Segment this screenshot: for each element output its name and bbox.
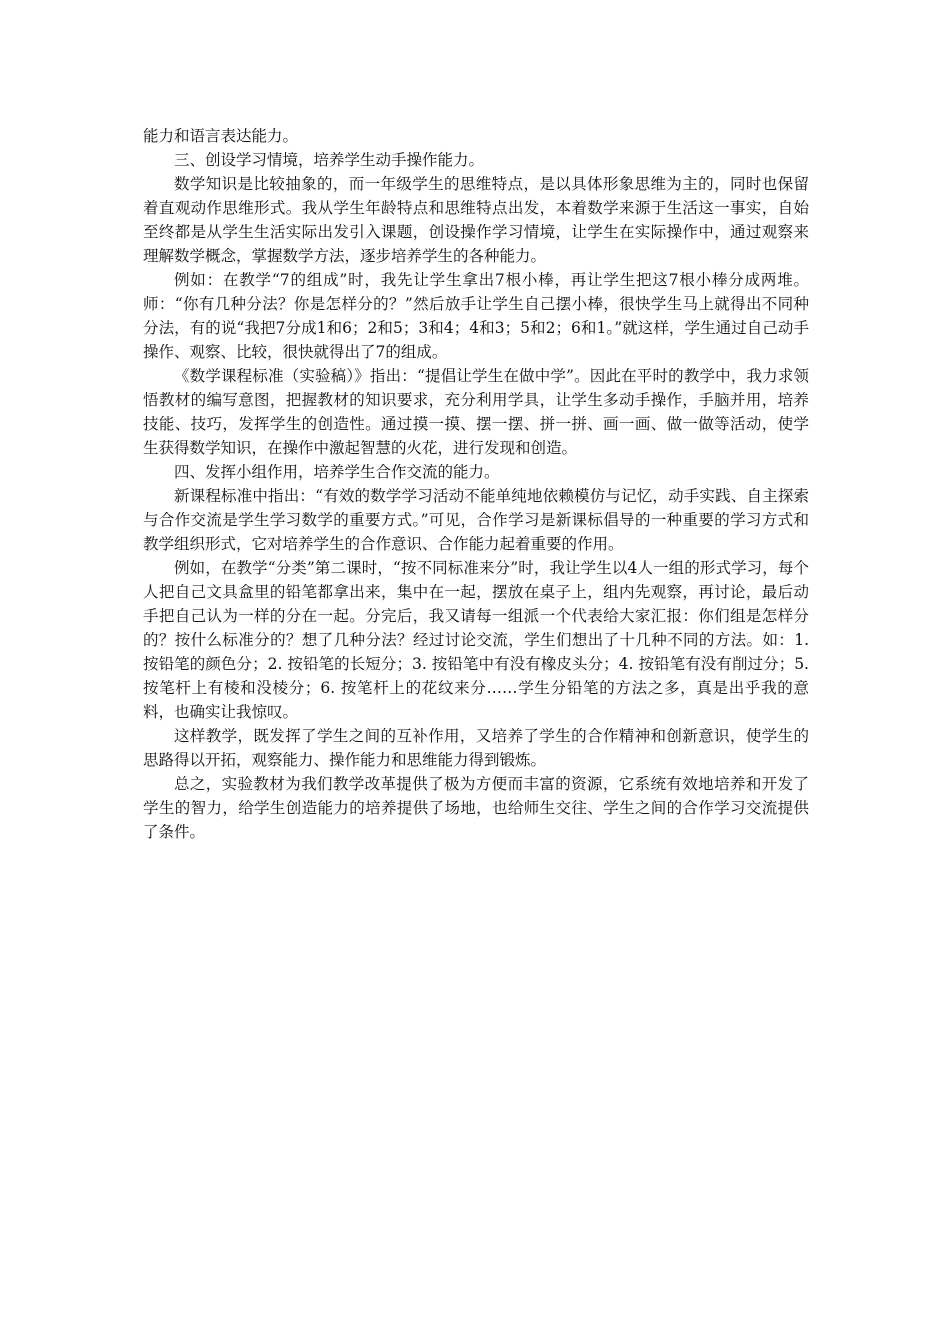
paragraph: 例如：在教学“7的组成”时，我先让学生拿出7根小棒，再让学生把这7根小棒分成两堆。师：“你有几种分法？你是怎样分的？”然后放手让学生自己摆小棒，很快学生马上就得出不同种分法，有的说“我把7分成1和6；2和5；3和4；4和3；5和2；6和1。”就这样，学生通过自己动手操作、观察、比较，很快就得出了7的组成。: [143, 271, 809, 361]
paragraph: 《数学课程标准（实验稿）》指出：“提倡让学生在做中学”。因此在平时的教学中，我力求领悟教材的编写意图，把握教材的知识要求，充分利用学具，让学生多动手操作，手脑并用，培养技能、技巧，发挥学生的创造性。通过摸一摸、摆一摆、拼一拼、画一画、做一做等活动，使学生获得数学知识，在操作中激起智慧的火花，进行发现和创造。: [143, 367, 809, 457]
paragraph: 这样教学，既发挥了学生之间的互补作用，又培养了学生的合作精神和创新意识，使学生的思路得以开拓，观察能力、操作能力和思维能力得到锻炼。: [143, 727, 809, 769]
paragraph-continuation: 能力和语言表达能力。: [143, 127, 299, 145]
paragraph-conclusion: 总之，实验教材为我们教学改革提供了极为方便而丰富的资源，它系统有效地培养和开发了学生的智力，给学生创造能力的培养提供了场地，也给师生交往、学生之间的合作学习交流提供了条件。: [143, 775, 809, 841]
paragraph: 数学知识是比较抽象的，而一年级学生的思维特点，是以具体形象思维为主的，同时也保留着直观动作思维形式。我从学生年龄特点和思维特点出发，本着数学来源于生活这一事实，自始至终都是从学生生活实际出发引入课题，创设操作学习情境，让学生在实际操作中，通过观察来理解数学概念，掌握数学方法，逐步培养学生的各种能力。: [143, 175, 809, 265]
paragraph: 新课程标准中指出：“有效的数学学习活动不能单纯地依赖模仿与记忆，动手实践、自主探索与合作交流是学生学习数学的重要方式。”可见，合作学习是新课标倡导的一种重要的学习方式和教学组织形式，它对培养学生的合作意识、合作能力起着重要的作用。: [143, 487, 809, 553]
section-heading-3: 三、创设学习情境，培养学生动手操作能力。: [174, 151, 485, 169]
document-body: [143, 124, 809, 844]
section-heading-4: 四、发挥小组作用，培养学生合作交流的能力。: [174, 463, 500, 481]
paragraph: 例如，在教学“分类”第二课时，“按不同标准来分”时，我让学生以4人一组的形式学习，每个人把自己文具盒里的铅笔都拿出来，集中在一起，摆放在桌子上，组内先观察，再讨论，最后动手把自己认为一样的分在一起。分完后，我又请每一组派一个代表给大家汇报：你们组是怎样分的？按什么标准分的？想了几种分法？经过讨论交流，学生们想出了十几种不同的方法。如：1. 按铅笔的颜色分；2. 按铅笔的长短分；3. 按铅笔中有没有橡皮头分；4. 按铅笔有没有削过分；5. 按笔杆上有棱和没棱分；6. 按笔杆上的花纹来分……学生分铅笔的方法之多，真是出乎我的意料，也确实让我惊叹。: [143, 559, 809, 721]
